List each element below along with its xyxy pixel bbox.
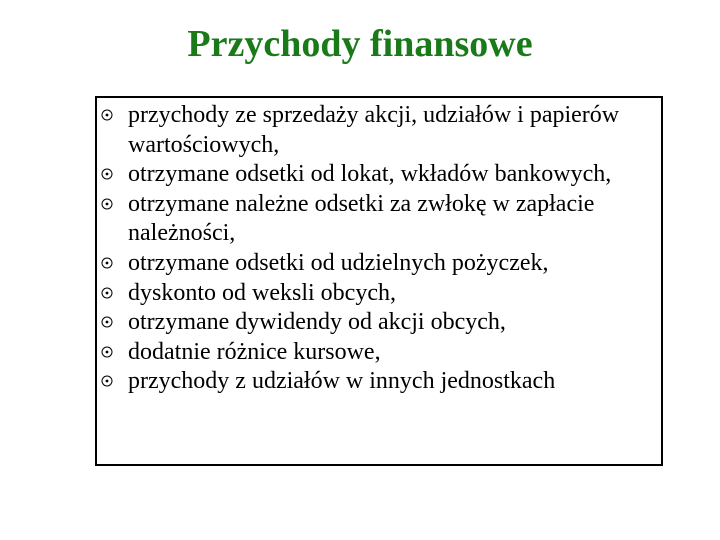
bullet-text: dyskonto od weksli obcych, [128, 279, 396, 306]
bullet-text: dodatnie różnice kursowe, [128, 338, 381, 365]
bullet-text: otrzymane dywidendy od akcji obcych, [128, 309, 506, 336]
bullet-item [97, 101, 655, 160]
circled-dot-icon [101, 346, 113, 358]
bullet-item [97, 338, 655, 368]
circled-dot-icon [101, 257, 113, 269]
bullet-item [97, 308, 655, 338]
bullet-text: otrzymane odsetki od lokat, wkładów bankowych, [128, 161, 612, 188]
circled-dot-icon [101, 287, 113, 299]
bullet-text: otrzymane odsetki od udzielnych pożyczek, [128, 249, 549, 276]
bullet-item [97, 190, 655, 249]
circled-dot-icon [101, 198, 113, 210]
bullet-list-box [95, 96, 663, 466]
circled-dot-icon [101, 109, 113, 121]
bullet-item [97, 160, 655, 190]
bullet-text: przychody z udziałów w innych jednostkach [128, 368, 556, 395]
bullet-item [97, 279, 655, 309]
circled-dot-icon [101, 375, 113, 387]
bullet-list [97, 101, 655, 397]
circled-dot-icon [101, 316, 113, 328]
bullet-item [97, 249, 655, 279]
bullet-item [97, 367, 655, 397]
bullet-text: otrzymane należne odsetki za zwłokę w zapłacie należności, [128, 190, 595, 247]
circled-dot-icon [101, 168, 113, 180]
bullet-text: przychody ze sprzedaży akcji, udziałów i papierów wartościowych, [128, 102, 620, 158]
slide-title: Przychody finansowe [187, 23, 533, 65]
